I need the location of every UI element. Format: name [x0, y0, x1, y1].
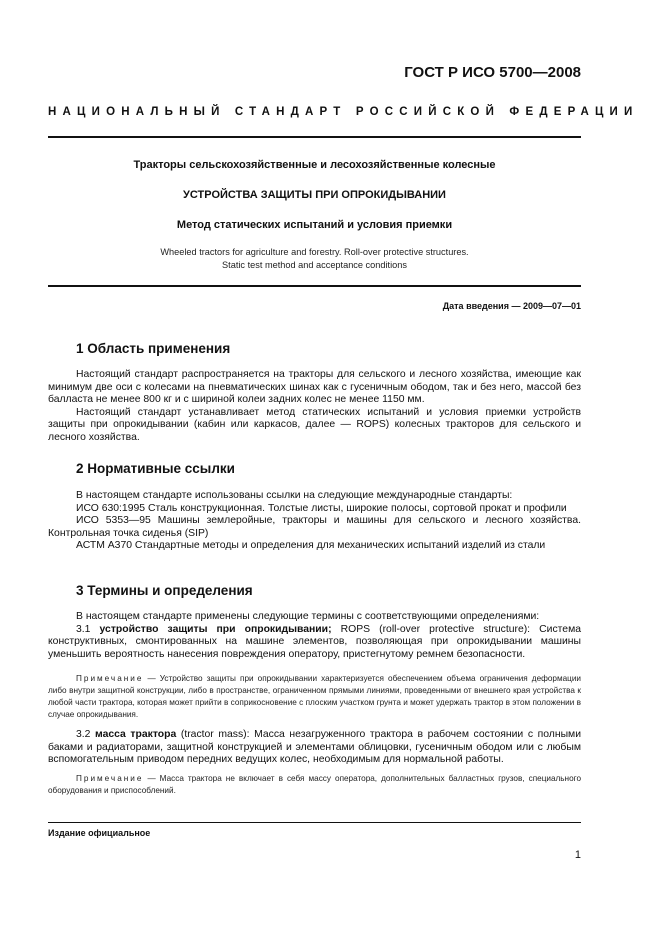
term-3-2-block [48, 729, 581, 767]
term-3-2 [48, 729, 581, 767]
national-standard-banner: НАЦИОНАЛЬНЫЙ СТАНДАРТ РОССИЙСКОЙ ФЕДЕРАЦИИ [48, 106, 639, 118]
term-3-1-definition: ROPS (roll-over protective structure): Система конструктивных, смонтированных на машине элементов, позволяющая при опрокидывании машины уменьшить вероятность нанесения повреждения оператору, пристегнутому ремнем безопасности. [48, 623, 581, 660]
section-1-body [48, 369, 581, 445]
official-edition-label: Издание официальное [48, 828, 151, 838]
section-1-paragraph-1: Настоящий стандарт распространяется на тракторы для сельского и лесного хозяйства, имеющие как минимум две оси с колесами на пневматических шинах как с гусеничным ободом, так и без него, массой без балласта не менее 800 кг и с шириной колеи задних колес не менее 1150 мм. [48, 369, 581, 406]
english-title-line-2: Static test method and acceptance conditions [222, 260, 407, 270]
note-1 [48, 673, 581, 721]
term-3-1-name: устройство защиты при опрокидывании; [99, 623, 332, 635]
section-2-body [48, 490, 581, 553]
section-2-paragraph-1: В настоящем стандарте использованы ссылки на следующие международные стандарты: [76, 490, 513, 501]
reference-iso-630: ИСО 630:1995 Сталь конструкционная. Толстые листы, широкие полосы, сортовой прокат и профили [76, 502, 567, 514]
note-2-text: — Масса трактора не включает в себя массу оператора, дополнительных балластных грузов, специального оборудования и приспособлений. [48, 774, 581, 795]
top-rule [48, 136, 581, 138]
title-line-1: Тракторы сельскохозяйственные и лесохозяйственные колесные [133, 159, 496, 171]
footer-rule [48, 822, 581, 823]
term-3-2-number: 3.2 [76, 729, 91, 740]
section-2-heading: 2 Нормативные ссылки [76, 461, 235, 476]
section-3-paragraph-1: В настоящем стандарте применены следующие термины с соответствующими определениями: [76, 611, 540, 622]
section-1-paragraph-2: Настоящий стандарт устанавливает метод статических испытаний и условия приемки устройств защиты при опрокидывании (кабин или каркасов, далее — ROPS) колесных тракторов для сельского и лесного хозяйства. [48, 406, 581, 443]
section-3-heading: 3 Термины и определения [76, 583, 253, 598]
note-2 [48, 773, 581, 797]
term-3-2-name: масса трактора [95, 729, 177, 740]
title-line-2: УСТРОЙСТВА ЗАЩИТЫ ПРИ ОПРОКИДЫВАНИИ [183, 189, 446, 201]
title-line-3: Метод статических испытаний и условия приемки [176, 219, 453, 231]
note-1-label: Примечание [76, 674, 144, 683]
term-3-1 [48, 624, 581, 662]
section-3-body [48, 611, 581, 661]
note-2-label: Примечание [76, 774, 144, 783]
reference-iso-5353: ИСО 5353—95 Машины землеройные, тракторы и машины для сельского и лесного хозяйства. Контрольная точка сиденья (SIP) [48, 515, 581, 539]
date-of-introduction: Дата введения — 2009—07—01 [442, 301, 581, 311]
term-3-2-definition: (tractor mass): Масса незагруженного трактора в рабочем состоянии с полными баками и радиаторами, защитной конструкцией и элементами облицовки, гусеничным ободом или с любым вспомогательным приводом передних ведущих колес, необходимым для нормальной работы. [48, 729, 581, 766]
term-3-1-number: 3.1 [76, 623, 91, 635]
title-bottom-rule [48, 285, 581, 287]
note-1-text: — Устройство защиты при опрокидывании характеризуется обеспечением объема ограничения деформации либо внутри защитной конструкции, либо в пространстве, ограниченном прямыми линиями, проведенными от внешнего края устройства к любой части трактора, которая может прийти в соприкосновение с плоским участком грунта и может удержать трактор в этом положении в случае опрокидывания. [48, 674, 581, 719]
page-number: 1 [574, 849, 581, 861]
english-title [48, 246, 581, 272]
reference-astm-a370: АСТМ А370 Стандартные методы и определения для механических испытаний изделий из стали [76, 540, 546, 552]
section-1-heading: 1 Область применения [76, 341, 231, 356]
document-code: ГОСТ Р ИСО 5700—2008 [404, 64, 581, 81]
english-title-line-1: Wheeled tractors for agriculture and forestry. Roll-over protective structures. [160, 247, 469, 257]
